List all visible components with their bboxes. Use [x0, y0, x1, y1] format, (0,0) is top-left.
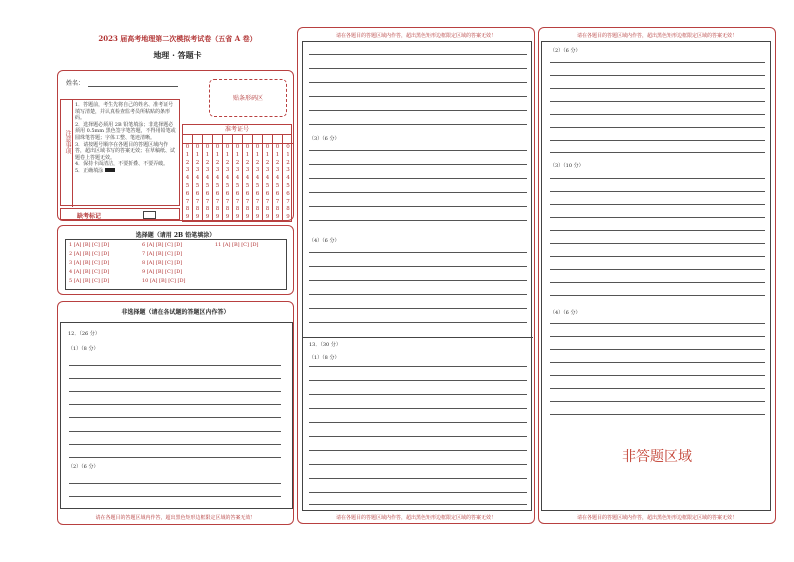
exam-digit-bubble[interactable]: 8	[235, 206, 240, 213]
name-label: 姓名：	[66, 80, 85, 87]
exam-digit-bubble[interactable]: 2	[185, 159, 190, 166]
exam-digit-bubble[interactable]: 6	[275, 190, 280, 197]
exam-digit-bubble[interactable]: 3	[195, 167, 200, 174]
q11-4-label: （4）（6 分）	[309, 238, 340, 244]
exam-digit-bubble[interactable]: 7	[245, 198, 250, 205]
exam-digit-bubble[interactable]: 7	[275, 198, 280, 205]
answer-line[interactable]	[309, 110, 527, 111]
answer-line[interactable]	[309, 82, 527, 83]
answer-line[interactable]	[69, 431, 281, 432]
exam-number-column	[203, 134, 213, 222]
answer-line[interactable]	[550, 388, 765, 389]
exam-digit-bubble[interactable]: 5	[215, 182, 220, 189]
exam-digit-bubble[interactable]: 7	[185, 198, 190, 205]
exam-number-column	[243, 134, 253, 222]
exam-digit-bubble[interactable]: 3	[215, 167, 220, 174]
exam-digit-bubble[interactable]: 9	[255, 214, 260, 221]
answer-line[interactable]	[550, 243, 765, 244]
answer-line[interactable]	[309, 504, 527, 505]
filled-mark-sample	[105, 168, 115, 172]
exam-number-column	[223, 134, 233, 222]
exam-digit-bubble[interactable]: 7	[195, 198, 200, 205]
nonchoice-title: 非选择题（请在各试题的答题区内作答）	[121, 309, 230, 316]
exam-digit-bubble[interactable]: 7	[286, 198, 290, 205]
non-answer-area-label: 非答题区域	[622, 449, 692, 465]
exam-digit-bubble[interactable]: 8	[255, 206, 260, 213]
exam-digit-bubble[interactable]: 0	[205, 144, 210, 150]
exam-digit-bubble[interactable]: 9	[245, 214, 250, 221]
exam-digit-bubble[interactable]: 1	[195, 151, 200, 158]
exam-digit-bubble[interactable]: 4	[255, 175, 260, 182]
exam-number-grid	[182, 124, 292, 222]
answer-line[interactable]	[69, 378, 281, 379]
exam-digit-bubble[interactable]: 1	[255, 151, 260, 158]
answer-line[interactable]	[69, 483, 281, 484]
choice-item[interactable]: 2 [A] [B] [C] [D]	[69, 251, 110, 257]
answer-line[interactable]	[309, 478, 527, 479]
exam-digit-bubble[interactable]: 6	[225, 190, 230, 197]
exam-digit-bubble[interactable]: 4	[235, 175, 240, 182]
exam-number-label: 准考证号	[183, 125, 291, 135]
notice-top-c2: 请在各题目的答题区域内作答，超出黑色矩形边框限定区域的答案无效！	[335, 33, 496, 39]
choice-panel	[57, 225, 294, 295]
exam-digit-bubble[interactable]: 2	[235, 159, 240, 166]
exam-digit-bubble[interactable]: 9	[215, 214, 220, 221]
notice-bottom-c2: 请在各题目的答题区域内作答，超出黑色矩形边框限定区域的答案无效！	[335, 515, 496, 521]
answer-line[interactable]	[309, 308, 527, 309]
column-2-panel	[297, 27, 535, 524]
exam-digit-bubble[interactable]: 2	[275, 159, 280, 166]
exam-number-column	[213, 134, 223, 222]
exam-digit-bubble[interactable]: 2	[245, 159, 250, 166]
exam-number-column	[283, 134, 293, 222]
answer-line[interactable]	[550, 75, 765, 76]
notes-box	[60, 99, 180, 206]
exam-digit-bubble[interactable]: 3	[185, 167, 190, 174]
exam-digit-bubble[interactable]: 7	[235, 198, 240, 205]
exam-digit-bubble[interactable]: 1	[215, 151, 220, 158]
exam-digit-bubble[interactable]: 5	[245, 182, 250, 189]
exam-digit-bubble[interactable]: 9	[275, 214, 280, 221]
note-1: 1．答题前，考生先将自己的姓名、准考证号填写清楚，并认真检查监考员所粘贴的条形码。	[75, 102, 174, 122]
exam-digit-bubble[interactable]: 8	[245, 206, 250, 213]
exam-digit-bubble[interactable]: 5	[185, 182, 190, 189]
answer-line[interactable]	[309, 322, 527, 323]
exam-digit-bubble[interactable]: 2	[265, 159, 270, 166]
answer-line[interactable]	[309, 150, 527, 151]
exam-digit-bubble[interactable]: 4	[275, 175, 280, 182]
answer-line[interactable]	[550, 230, 765, 231]
exam-digit-bubble[interactable]: 5	[195, 182, 200, 189]
answer-line[interactable]	[550, 204, 765, 205]
exam-digit-bubble[interactable]: 6	[255, 190, 260, 197]
exam-digit-bubble[interactable]: 3	[205, 167, 210, 174]
exam-digit-bubble[interactable]: 9	[185, 214, 190, 221]
exam-digit-bubble[interactable]: 1	[185, 151, 190, 158]
answer-line[interactable]	[550, 178, 765, 179]
exam-digit-bubble[interactable]: 1	[286, 151, 290, 158]
answer-line[interactable]	[309, 492, 527, 493]
answer-line[interactable]	[309, 450, 527, 451]
note-2: 2．选择题必须用 2B 铅笔填涂；非选择题必须用 0.5mm 黑色签字笔答题，不得用铅笔或圆珠笔答题；字体工整、笔迹清晰。	[75, 121, 176, 141]
exam-digit-bubble[interactable]: 1	[235, 151, 240, 158]
choice-item[interactable]: 7 [A] [B] [C] [D]	[142, 251, 183, 257]
answer-line[interactable]	[550, 101, 765, 102]
answer-line[interactable]	[309, 380, 527, 381]
exam-digit-bubble[interactable]: 0	[245, 144, 250, 150]
exam-digit-bubble[interactable]: 6	[185, 190, 190, 197]
answer-line[interactable]	[309, 408, 527, 409]
notice-bottom-c1: 请在各题目的答题区域内作答，超出黑色矩形边框限定区域的答案无效！	[95, 515, 256, 521]
answer-line[interactable]	[550, 127, 765, 128]
absent-label: 缺考标记	[77, 213, 102, 220]
answer-line[interactable]	[309, 178, 527, 179]
exam-digit-bubble[interactable]: 7	[205, 198, 210, 205]
answer-line[interactable]	[309, 294, 527, 295]
choice-title: 选择题（请用 2B 铅笔填涂）	[135, 232, 216, 239]
exam-digit-bubble[interactable]: 0	[235, 144, 240, 150]
answer-line[interactable]	[550, 282, 765, 283]
exam-digit-bubble[interactable]: 4	[205, 175, 210, 182]
exam-digit-bubble[interactable]: 9	[265, 214, 270, 221]
q13-label: 13．（30 分）	[309, 342, 341, 348]
answer-line[interactable]	[309, 252, 527, 253]
barcode-area	[209, 79, 287, 117]
q12-label: 12．（26 分）	[68, 331, 100, 337]
answer-line[interactable]	[550, 114, 765, 115]
answer-line[interactable]	[550, 336, 765, 337]
exam-digit-bubble[interactable]: 3	[265, 167, 270, 174]
nonchoice-panel	[57, 301, 294, 525]
exam-digit-bubble[interactable]: 3	[245, 167, 250, 174]
answer-line[interactable]	[309, 366, 527, 367]
answer-line[interactable]	[309, 164, 527, 165]
exam-digit-bubble[interactable]: 4	[215, 175, 220, 182]
exam-digit-bubble[interactable]: 9	[286, 214, 290, 221]
answer-line[interactable]	[550, 375, 765, 376]
choice-item[interactable]: 5 [A] [B] [C] [D]	[69, 278, 110, 284]
exam-digit-bubble[interactable]: 2	[286, 159, 290, 166]
exam-digit-bubble[interactable]: 2	[225, 159, 230, 166]
exam-digit-bubble[interactable]: 5	[255, 182, 260, 189]
exam-digit-bubble[interactable]: 4	[195, 175, 200, 182]
answer-line[interactable]	[550, 269, 765, 270]
exam-number-column	[193, 134, 203, 222]
exam-digit-bubble[interactable]: 0	[225, 144, 230, 150]
answer-line[interactable]	[550, 140, 765, 141]
exam-digit-bubble[interactable]: 1	[205, 151, 210, 158]
answer-line[interactable]	[550, 295, 765, 296]
exam-digit-bubble[interactable]: 4	[286, 175, 290, 182]
barcode-label: 贴条形码区	[232, 95, 263, 102]
exam-digit-bubble[interactable]: 8	[275, 206, 280, 213]
answer-line[interactable]	[69, 404, 281, 405]
exam-digit-bubble[interactable]: 7	[225, 198, 230, 205]
q13-3-label: （3）（10 分）	[550, 163, 584, 169]
q12-2-label: （2）（6 分）	[68, 464, 99, 470]
choice-item[interactable]: 4 [A] [B] [C] [D]	[69, 269, 110, 275]
answer-line[interactable]	[309, 206, 527, 207]
exam-digit-bubble[interactable]: 0	[195, 144, 200, 150]
exam-digit-bubble[interactable]: 6	[245, 190, 250, 197]
choice-item[interactable]: 1 [A] [B] [C] [D]	[69, 242, 110, 248]
exam-title: 2023 届高考地理第二次模拟考试卷（五省 A 卷）	[98, 34, 257, 43]
answer-line[interactable]	[309, 96, 527, 97]
answer-line[interactable]	[550, 414, 765, 415]
answer-line[interactable]	[550, 152, 765, 153]
answer-line[interactable]	[309, 124, 527, 125]
answer-line[interactable]	[550, 401, 765, 402]
notes-title: 注意事项	[64, 130, 71, 154]
answer-line[interactable]	[309, 422, 527, 423]
exam-digit-bubble[interactable]: 8	[286, 206, 290, 213]
answer-line[interactable]	[309, 280, 527, 281]
answer-line[interactable]	[550, 349, 765, 350]
exam-digit-bubble[interactable]: 1	[245, 151, 250, 158]
choice-item[interactable]: 3 [A] [B] [C] [D]	[69, 260, 110, 266]
answer-line[interactable]	[550, 88, 765, 89]
exam-digit-bubble[interactable]: 1	[265, 151, 270, 158]
exam-number-column	[253, 134, 263, 222]
exam-digit-bubble[interactable]: 9	[225, 214, 230, 221]
exam-digit-bubble[interactable]: 5	[265, 182, 270, 189]
exam-digit-bubble[interactable]: 3	[275, 167, 280, 174]
exam-digit-bubble[interactable]: 4	[225, 175, 230, 182]
answer-line[interactable]	[69, 391, 281, 392]
exam-digit-bubble[interactable]: 3	[235, 167, 240, 174]
exam-digit-bubble[interactable]: 8	[195, 206, 200, 213]
q11-3-label: （3）（6 分）	[309, 136, 340, 142]
answer-line[interactable]	[550, 191, 765, 192]
answer-line[interactable]	[550, 323, 765, 324]
q13-2-label: （2）（6 分）	[550, 48, 581, 54]
exam-digit-bubble[interactable]: 4	[245, 175, 250, 182]
exam-digit-bubble[interactable]: 5	[275, 182, 280, 189]
exam-digit-bubble[interactable]: 0	[185, 144, 190, 150]
exam-digit-bubble[interactable]: 5	[205, 182, 210, 189]
note-3: 3．请按题号顺序在各题目的答题区域内作答，超出区域书写的答案无效；在草稿纸、试题卷上答题无效。	[75, 141, 176, 161]
choice-item[interactable]: 6 [A] [B] [C] [D]	[142, 242, 183, 248]
answer-line[interactable]	[309, 68, 527, 69]
answer-line[interactable]	[69, 417, 281, 418]
answer-line[interactable]	[69, 365, 281, 366]
q13-4-label: （4）（6 分）	[550, 310, 581, 316]
exam-digit-bubble[interactable]: 6	[265, 190, 270, 197]
notice-top-c3: 请在各题目的答题区域内作答，超出黑色矩形边框限定区域的答案无效！	[576, 33, 737, 39]
exam-digit-bubble[interactable]: 4	[185, 175, 190, 182]
answer-line[interactable]	[550, 217, 765, 218]
q12-1-label: （1）（8 分）	[68, 346, 99, 352]
exam-digit-bubble[interactable]: 1	[275, 151, 280, 158]
exam-digit-bubble[interactable]: 1	[225, 151, 230, 158]
exam-digit-bubble[interactable]: 8	[225, 206, 230, 213]
exam-digit-bubble[interactable]: 8	[265, 206, 270, 213]
exam-number-column	[273, 134, 283, 222]
exam-digit-bubble[interactable]: 9	[195, 214, 200, 221]
exam-digit-bubble[interactable]: 0	[286, 144, 290, 150]
exam-digit-bubble[interactable]: 6	[235, 190, 240, 197]
answer-line[interactable]	[69, 496, 281, 497]
answer-line[interactable]	[309, 464, 527, 465]
exam-digit-bubble[interactable]: 3	[255, 167, 260, 174]
note-4: 4．保持卡面清洁，不要折叠、不要弄破。	[75, 161, 169, 168]
exam-digit-bubble[interactable]: 2	[195, 159, 200, 166]
exam-digit-bubble[interactable]: 0	[255, 144, 260, 150]
exam-digit-bubble[interactable]: 3	[225, 167, 230, 174]
exam-digit-bubble[interactable]: 4	[265, 175, 270, 182]
choice-item[interactable]: 8 [A] [B] [C] [D]	[142, 260, 183, 266]
exam-digit-bubble[interactable]: 5	[286, 182, 290, 189]
student-info-panel	[57, 70, 294, 221]
exam-digit-bubble[interactable]: 8	[215, 206, 220, 213]
answer-line[interactable]	[309, 192, 527, 193]
choice-item[interactable]: 10 [A] [B] [C] [D]	[142, 278, 186, 284]
exam-digit-bubble[interactable]: 6	[195, 190, 200, 197]
answer-line[interactable]	[309, 220, 527, 221]
answer-line[interactable]	[550, 62, 765, 63]
answer-line[interactable]	[550, 362, 765, 363]
sheet-subtitle: 地理 · 答题卡	[153, 50, 202, 60]
exam-number-column	[263, 134, 273, 222]
exam-digit-bubble[interactable]: 6	[205, 190, 210, 197]
exam-digit-bubble[interactable]: 8	[185, 206, 190, 213]
answer-line[interactable]	[309, 436, 527, 437]
absent-checkbox[interactable]	[143, 211, 156, 219]
answer-line[interactable]	[69, 444, 281, 445]
exam-digit-bubble[interactable]: 0	[215, 144, 220, 150]
exam-digit-bubble[interactable]: 5	[235, 182, 240, 189]
choice-item[interactable]: 11 [A] [B] [C] [D]	[215, 242, 259, 248]
exam-digit-bubble[interactable]: 7	[215, 198, 220, 205]
exam-number-column	[233, 134, 243, 222]
q13-1-label: （1）（8 分）	[309, 355, 340, 361]
exam-number-column	[183, 134, 193, 222]
exam-digit-bubble[interactable]: 9	[205, 214, 210, 221]
answer-line[interactable]	[550, 256, 765, 257]
answer-line[interactable]	[309, 394, 527, 395]
exam-digit-bubble[interactable]: 2	[205, 159, 210, 166]
exam-digit-bubble[interactable]: 8	[205, 206, 210, 213]
exam-digit-bubble[interactable]: 9	[235, 214, 240, 221]
answer-line[interactable]	[309, 266, 527, 267]
exam-digit-bubble[interactable]: 7	[265, 198, 270, 205]
exam-digit-bubble[interactable]: 5	[225, 182, 230, 189]
exam-digit-bubble[interactable]: 2	[215, 159, 220, 166]
exam-digit-bubble[interactable]: 7	[255, 198, 260, 205]
exam-digit-bubble[interactable]: 6	[286, 190, 290, 197]
exam-digit-bubble[interactable]: 6	[215, 190, 220, 197]
exam-digit-bubble[interactable]: 0	[275, 144, 280, 150]
answer-line[interactable]	[309, 54, 527, 55]
column-3-panel	[538, 27, 776, 524]
notice-bottom-c3: 请在各题目的答题区域内作答，超出黑色矩形边框限定区域的答案无效！	[576, 515, 737, 521]
exam-digit-bubble[interactable]: 2	[255, 159, 260, 166]
choice-item[interactable]: 9 [A] [B] [C] [D]	[142, 269, 183, 275]
note-5: 5．正确填涂	[75, 167, 104, 174]
exam-digit-bubble[interactable]: 3	[286, 167, 290, 174]
exam-digit-bubble[interactable]: 0	[265, 144, 270, 150]
answer-line[interactable]	[69, 457, 281, 458]
